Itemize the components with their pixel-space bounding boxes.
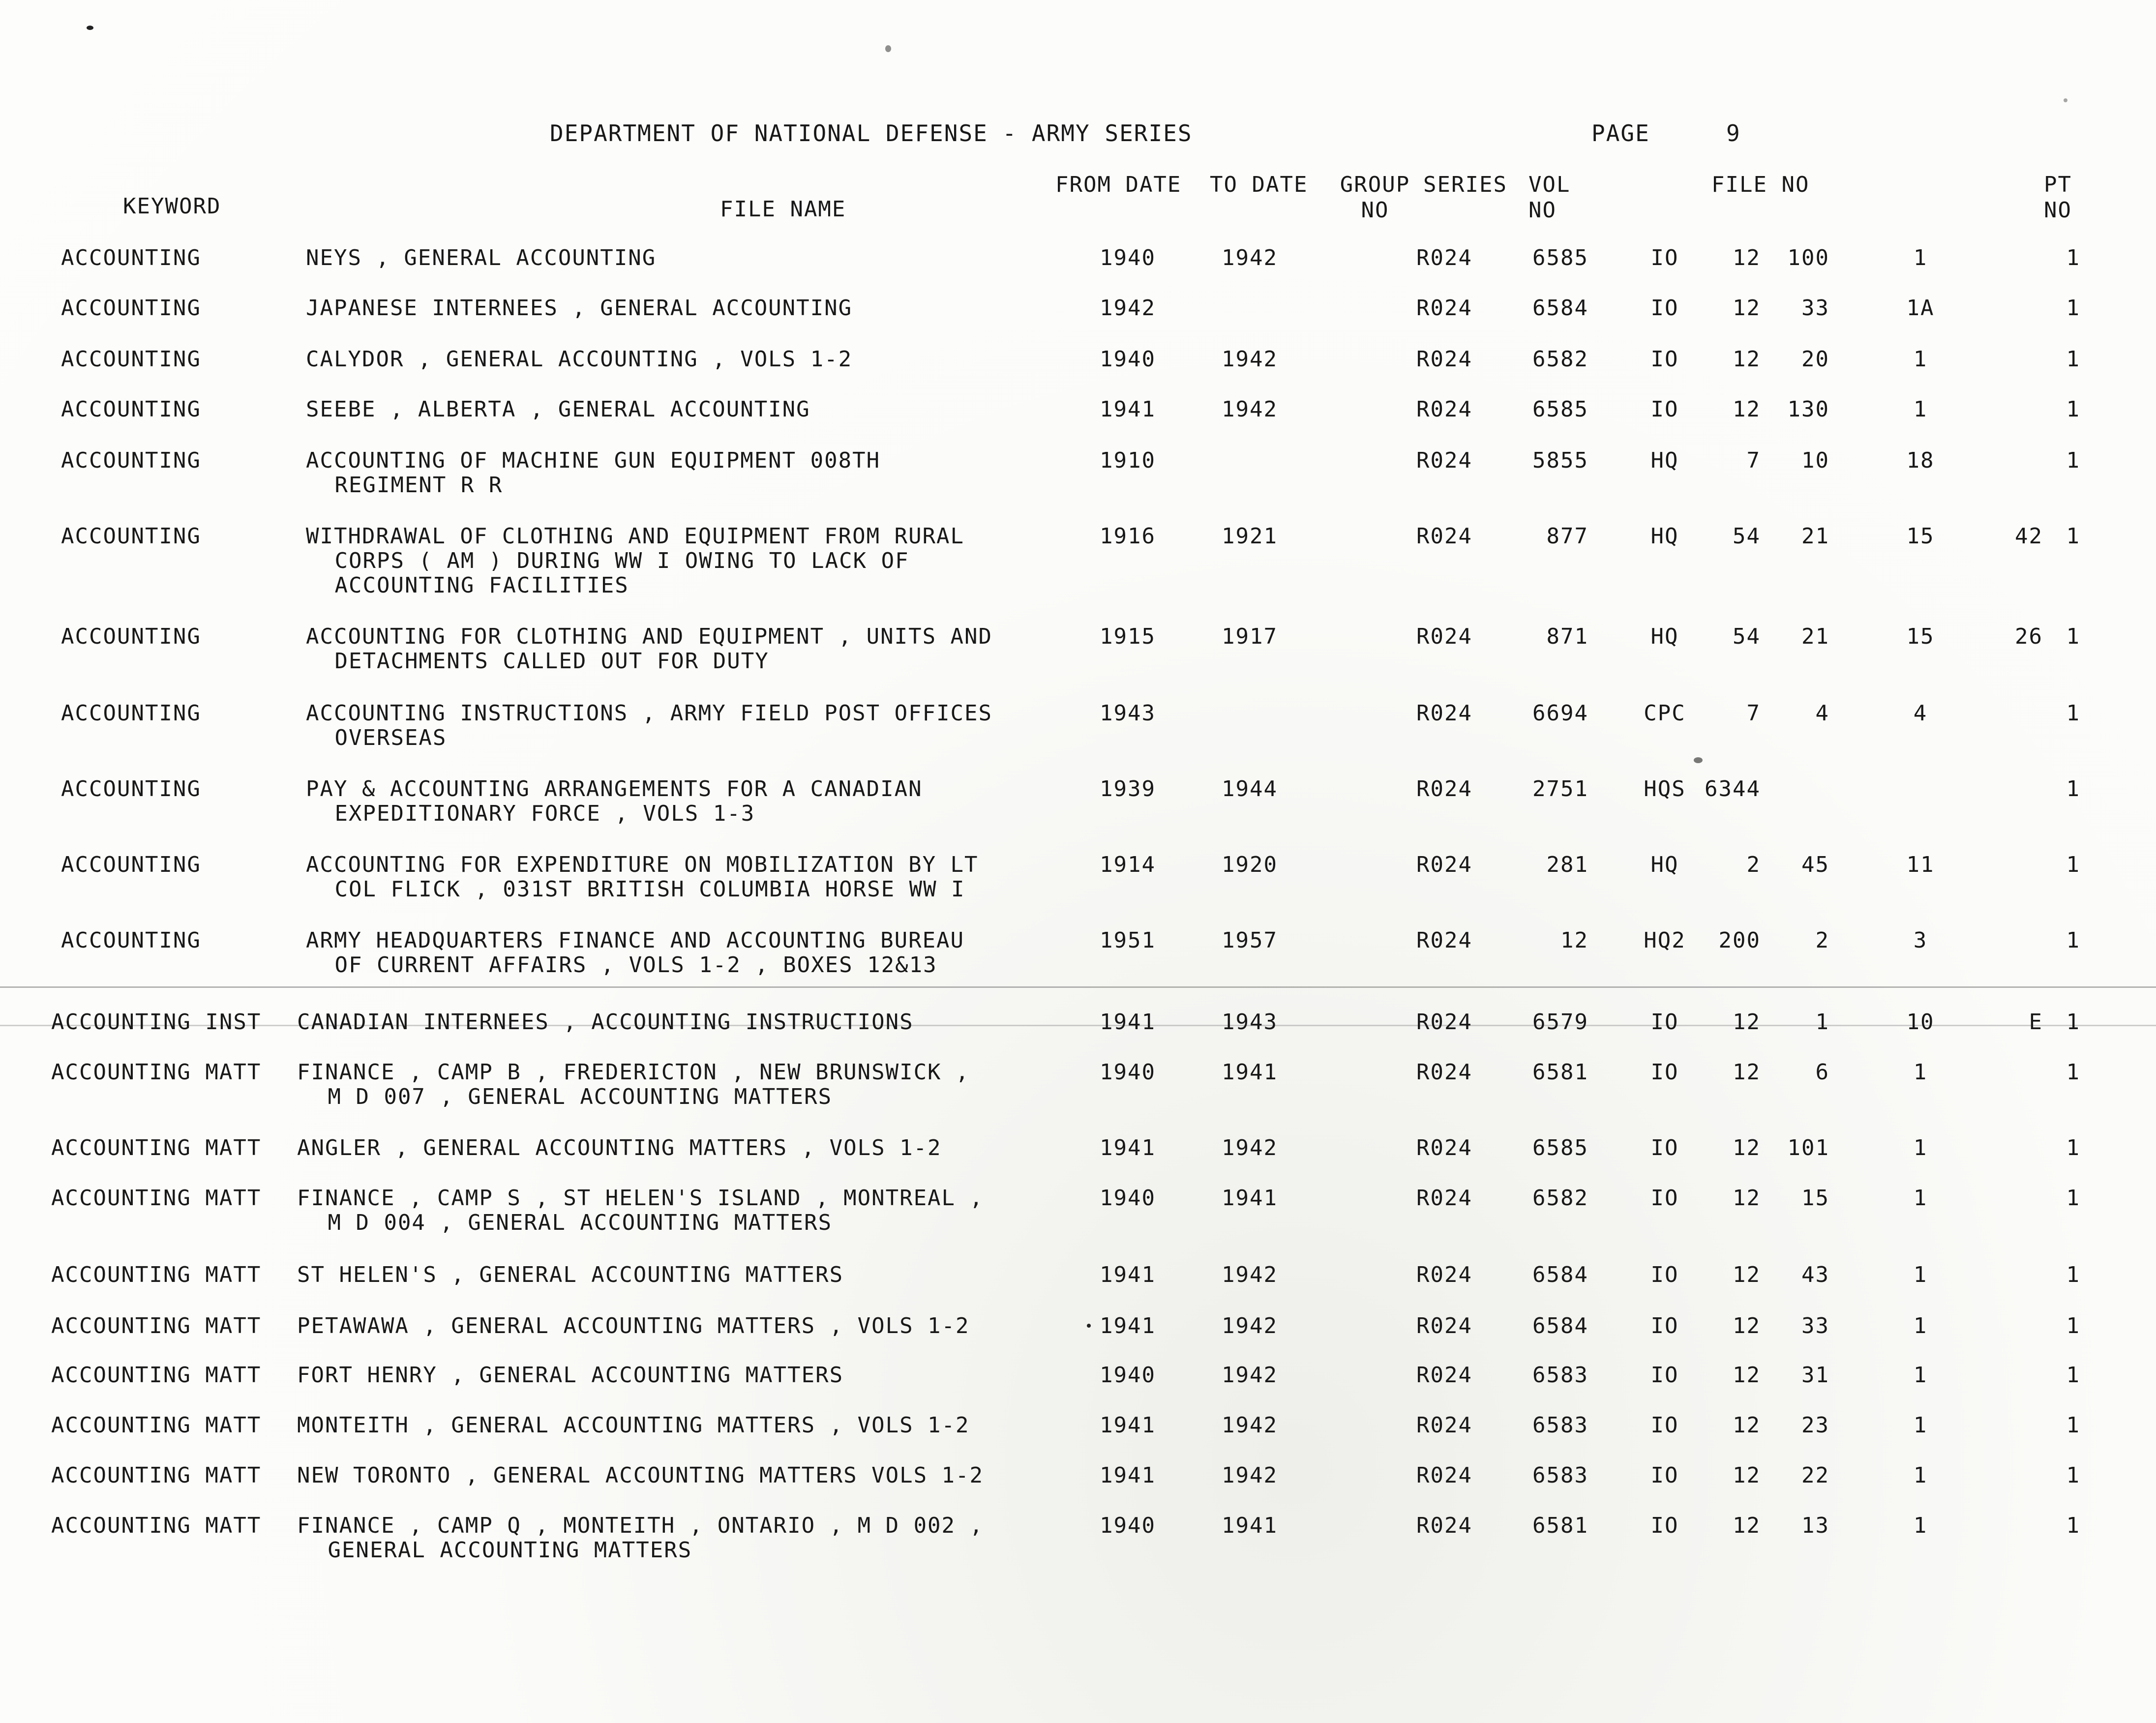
vol-no-cell: 281 <box>1546 852 1588 877</box>
keyword-cell: ACCOUNTING MATT <box>51 1363 262 1388</box>
keyword-cell: ACCOUNTING MATT <box>51 1262 262 1287</box>
file-no-3-cell: 1 <box>1815 1010 1829 1035</box>
series-cell: R024 <box>1416 245 1472 270</box>
keyword-cell: ACCOUNTING MATT <box>51 1313 262 1338</box>
pt-no-cell: 1 <box>2066 1010 2080 1035</box>
file-name-cell: WITHDRAWAL OF CLOTHING AND EQUIPMENT FROM RURAL <box>306 524 965 549</box>
vol-no-cell: 6582 <box>1532 1186 1588 1211</box>
file-no-3-cell: 130 <box>1787 397 1829 422</box>
to-date-cell: 1957 <box>1222 928 1278 953</box>
file-no-2-cell: 12 <box>1733 1313 1761 1338</box>
keyword-cell: ACCOUNTING <box>61 852 201 877</box>
file-no-2-cell: 12 <box>1733 1463 1761 1488</box>
file-no-1-cell: HQ <box>1650 624 1679 649</box>
file-no-1-cell: IO <box>1650 1060 1679 1085</box>
series-cell: R024 <box>1416 1060 1472 1085</box>
keyword-cell: ACCOUNTING <box>61 524 201 549</box>
column-header-to-date: TO DATE <box>1210 172 1308 197</box>
file-no-1-cell: IO <box>1650 1363 1679 1388</box>
file-no-2-cell: 12 <box>1733 347 1761 372</box>
file-no-2-cell: 54 <box>1733 624 1761 649</box>
file-name-cell: FORT HENRY , GENERAL ACCOUNTING MATTERS <box>297 1363 844 1388</box>
column-header-keyword: KEYWORD <box>123 194 221 219</box>
vol-no-cell: 6583 <box>1532 1413 1588 1438</box>
from-date-cell: 1941 <box>1100 1313 1156 1338</box>
file-no-1-cell: IO <box>1650 1135 1679 1160</box>
file-no-2-cell: 12 <box>1733 1060 1761 1085</box>
column-header-file-no: FILE NO <box>1711 172 1810 197</box>
file-no-2-cell: 6344 <box>1705 776 1761 802</box>
file-name-cell: DETACHMENTS CALLED OUT FOR DUTY <box>321 649 769 674</box>
column-header-from-date: FROM DATE <box>1055 172 1182 197</box>
to-date-cell: 1920 <box>1222 852 1278 877</box>
column-header-pt-no-line2: NO <box>2044 198 2072 223</box>
file-no-4-cell: 1 <box>1913 1262 1928 1287</box>
file-name-cell: SEEBE , ALBERTA , GENERAL ACCOUNTING <box>306 397 810 422</box>
series-cell: R024 <box>1416 776 1472 802</box>
keyword-cell: ACCOUNTING MATT <box>51 1513 262 1538</box>
file-no-3-cell: 21 <box>1801 624 1829 649</box>
vol-no-cell: 6585 <box>1532 1135 1588 1160</box>
series-cell: R024 <box>1416 524 1472 549</box>
file-no-1-cell: IO <box>1650 1513 1679 1538</box>
file-no-4-cell: 1 <box>1913 397 1928 422</box>
file-name-cell: PAY & ACCOUNTING ARRANGEMENTS FOR A CANADIAN <box>306 776 923 802</box>
from-date-cell: 1941 <box>1100 1463 1156 1488</box>
column-header-series: SERIES <box>1423 172 1507 197</box>
file-no-4-cell: 10 <box>1906 1010 1935 1035</box>
file-no-1-cell: IO <box>1650 296 1679 321</box>
scan-speck <box>1694 757 1703 763</box>
from-date-cell: 1914 <box>1100 852 1156 877</box>
file-no-4-cell: 1 <box>1913 245 1928 270</box>
to-date-cell: 1942 <box>1222 1463 1278 1488</box>
file-no-1-cell: HQS <box>1644 776 1686 802</box>
pt-no-cell: 1 <box>2066 1060 2080 1085</box>
pt-no-cell: 1 <box>2066 296 2080 321</box>
file-name-cell: ACCOUNTING FACILITIES <box>321 573 629 598</box>
keyword-cell: ACCOUNTING MATT <box>51 1413 262 1438</box>
vol-no-cell: 6694 <box>1532 701 1588 726</box>
file-no-3-cell: 4 <box>1815 701 1829 726</box>
file-no-5-cell: 42 <box>2015 524 2043 549</box>
file-no-3-cell: 33 <box>1801 1313 1829 1338</box>
file-no-4-cell: 1 <box>1913 1313 1928 1338</box>
file-no-1-cell: IO <box>1650 1413 1679 1438</box>
file-no-4-cell: 1 <box>1913 1060 1928 1085</box>
column-header-vol-no <box>1528 172 1570 223</box>
file-name-cell: CANADIAN INTERNEES , ACCOUNTING INSTRUCTIONS <box>297 1010 914 1035</box>
series-cell: R024 <box>1416 448 1472 473</box>
keyword-cell: ACCOUNTING <box>61 397 201 422</box>
file-no-1-cell: HQ <box>1650 448 1679 473</box>
file-no-4-cell: 11 <box>1906 852 1935 877</box>
file-name-cell: PETAWAWA , GENERAL ACCOUNTING MATTERS , VOLS 1-2 <box>297 1313 970 1338</box>
vol-no-cell: 877 <box>1546 524 1588 549</box>
vol-no-cell: 6579 <box>1532 1010 1588 1035</box>
column-header-vol-no-line1: VOL <box>1528 172 1571 197</box>
from-date-cell: 1941 <box>1100 1010 1156 1035</box>
page-label: PAGE <box>1591 120 1650 147</box>
scan-speck <box>87 26 93 30</box>
keyword-cell: ACCOUNTING <box>61 448 201 473</box>
file-no-3-cell: 100 <box>1787 245 1829 270</box>
keyword-cell: ACCOUNTING <box>61 624 201 649</box>
file-no-3-cell: 22 <box>1801 1463 1829 1488</box>
vol-no-cell: 6582 <box>1532 347 1588 372</box>
keyword-cell: ACCOUNTING <box>61 245 201 270</box>
file-name-cell: JAPANESE INTERNEES , GENERAL ACCOUNTING <box>306 296 853 321</box>
vol-no-cell: 6581 <box>1532 1513 1588 1538</box>
from-date-cell: 1940 <box>1100 1513 1156 1538</box>
from-date-cell: 1939 <box>1100 776 1156 802</box>
file-no-1-cell: HQ <box>1650 524 1679 549</box>
vol-no-cell: 5855 <box>1532 448 1588 473</box>
series-cell: R024 <box>1416 852 1472 877</box>
vol-no-cell: 6581 <box>1532 1060 1588 1085</box>
file-no-3-cell: 6 <box>1815 1060 1829 1085</box>
series-cell: R024 <box>1416 347 1472 372</box>
pt-no-cell: 1 <box>2066 1135 2080 1160</box>
file-no-4-cell: 1 <box>1913 1135 1928 1160</box>
vol-no-cell: 871 <box>1546 624 1588 649</box>
series-cell: R024 <box>1416 1010 1472 1035</box>
file-name-cell: ACCOUNTING FOR EXPENDITURE ON MOBILIZATION BY LT <box>306 852 979 877</box>
file-no-2-cell: 12 <box>1733 1513 1761 1538</box>
file-name-cell: GENERAL ACCOUNTING MATTERS <box>314 1538 692 1563</box>
vol-no-cell: 12 <box>1560 928 1588 953</box>
file-no-2-cell: 12 <box>1733 1010 1761 1035</box>
to-date-cell: 1942 <box>1222 1363 1278 1388</box>
file-no-2-cell: 12 <box>1733 1413 1761 1438</box>
pt-no-cell: 1 <box>2066 397 2080 422</box>
keyword-cell: ACCOUNTING MATT <box>51 1186 262 1211</box>
series-cell: R024 <box>1416 1413 1472 1438</box>
file-no-3-cell: 31 <box>1801 1363 1829 1388</box>
file-no-1-cell: IO <box>1650 347 1679 372</box>
to-date-cell: 1942 <box>1222 1413 1278 1438</box>
pt-no-cell: 1 <box>2066 776 2080 802</box>
from-date-cell: 1940 <box>1100 1363 1156 1388</box>
series-cell: R024 <box>1416 928 1472 953</box>
file-no-2-cell: 200 <box>1718 928 1761 953</box>
pt-no-cell: 1 <box>2066 928 2080 953</box>
series-cell: R024 <box>1416 1363 1472 1388</box>
file-no-4-cell: 4 <box>1913 701 1928 726</box>
file-no-4-cell: 18 <box>1906 448 1935 473</box>
to-date-cell: 1942 <box>1222 1135 1278 1160</box>
file-no-4-cell: 1A <box>1906 296 1935 321</box>
pt-no-cell: 1 <box>2066 1186 2080 1211</box>
file-no-4-cell: 1 <box>1913 347 1928 372</box>
file-no-5-cell: 26 <box>2015 624 2043 649</box>
keyword-cell: ACCOUNTING <box>61 701 201 726</box>
to-date-cell: 1917 <box>1222 624 1278 649</box>
file-no-3-cell: 2 <box>1815 928 1829 953</box>
keyword-cell: ACCOUNTING INST <box>51 1010 262 1035</box>
to-date-cell: 1941 <box>1222 1060 1278 1085</box>
series-cell: R024 <box>1416 1513 1472 1538</box>
column-header-pt-no-line1: PT <box>2044 172 2072 197</box>
file-no-2-cell: 7 <box>1746 701 1761 726</box>
scan-streak <box>0 986 2156 988</box>
file-no-3-cell: 33 <box>1801 296 1829 321</box>
to-date-cell: 1941 <box>1222 1186 1278 1211</box>
keyword-cell: ACCOUNTING <box>61 928 201 953</box>
file-no-4-cell: 15 <box>1906 524 1935 549</box>
column-header-group-no <box>1331 172 1419 223</box>
file-no-5-cell: E <box>2029 1010 2043 1035</box>
file-no-1-cell: IO <box>1650 1463 1679 1488</box>
file-no-3-cell: 15 <box>1801 1186 1829 1211</box>
file-no-2-cell: 7 <box>1746 448 1761 473</box>
file-name-cell: COL FLICK , 031ST BRITISH COLUMBIA HORSE WW I <box>321 877 965 902</box>
file-no-2-cell: 12 <box>1733 1186 1761 1211</box>
file-no-2-cell: 12 <box>1733 397 1761 422</box>
file-name-cell: ANGLER , GENERAL ACCOUNTING MATTERS , VOLS 1-2 <box>297 1135 942 1160</box>
file-no-3-cell: 13 <box>1801 1513 1829 1538</box>
file-no-2-cell: 12 <box>1733 1135 1761 1160</box>
from-date-cell: 1940 <box>1100 1060 1156 1085</box>
series-cell: R024 <box>1416 1463 1472 1488</box>
from-date-cell: 1940 <box>1100 1186 1156 1211</box>
file-no-1-cell: IO <box>1650 245 1679 270</box>
series-cell: R024 <box>1416 1313 1472 1338</box>
file-name-cell: M D 007 , GENERAL ACCOUNTING MATTERS <box>314 1084 833 1109</box>
to-date-cell: 1942 <box>1222 397 1278 422</box>
file-name-cell: NEYS , GENERAL ACCOUNTING <box>306 245 657 270</box>
file-no-1-cell: IO <box>1650 397 1679 422</box>
pt-no-cell: 1 <box>2066 245 2080 270</box>
pt-no-cell: 1 <box>2066 1463 2080 1488</box>
from-date-cell: 1941 <box>1100 1135 1156 1160</box>
file-no-3-cell: 23 <box>1801 1413 1829 1438</box>
file-name-cell: MONTEITH , GENERAL ACCOUNTING MATTERS , VOLS 1-2 <box>297 1413 970 1438</box>
from-date-cell: 1940 <box>1100 245 1156 270</box>
to-date-cell: 1942 <box>1222 347 1278 372</box>
vol-no-cell: 2751 <box>1532 776 1588 802</box>
pt-no-cell: 1 <box>2066 624 2080 649</box>
file-no-4-cell: 3 <box>1913 928 1928 953</box>
keyword-cell: ACCOUNTING MATT <box>51 1463 262 1488</box>
file-name-cell: FINANCE , CAMP S , ST HELEN'S ISLAND , MONTREAL , <box>297 1186 984 1211</box>
series-cell: R024 <box>1416 1186 1472 1211</box>
series-cell: R024 <box>1416 397 1472 422</box>
file-no-4-cell: 1 <box>1913 1363 1928 1388</box>
file-no-1-cell: HQ <box>1650 852 1679 877</box>
file-name-cell: EXPEDITIONARY FORCE , VOLS 1-3 <box>321 801 755 826</box>
file-no-3-cell: 101 <box>1787 1135 1829 1160</box>
from-date-cell: 1916 <box>1100 524 1156 549</box>
file-no-2-cell: 54 <box>1733 524 1761 549</box>
scan-speck <box>885 45 891 52</box>
vol-no-cell: 6583 <box>1532 1463 1588 1488</box>
to-date-cell: 1944 <box>1222 776 1278 802</box>
file-name-cell: NEW TORONTO , GENERAL ACCOUNTING MATTERS VOLS 1-2 <box>297 1463 984 1488</box>
from-date-cell: 1941 <box>1100 397 1156 422</box>
file-name-cell: ST HELEN'S , GENERAL ACCOUNTING MATTERS <box>297 1262 844 1287</box>
scan-speck <box>1087 1324 1091 1328</box>
file-no-1-cell: CPC <box>1644 701 1686 726</box>
keyword-cell: ACCOUNTING MATT <box>51 1135 262 1160</box>
file-no-3-cell: 20 <box>1801 347 1829 372</box>
column-header-file-name: FILE NAME <box>720 197 846 222</box>
file-no-3-cell: 21 <box>1801 524 1829 549</box>
pt-no-cell: 1 <box>2066 1513 2080 1538</box>
column-header-group-no-line2: NO <box>1361 198 1389 223</box>
keyword-cell: ACCOUNTING <box>61 347 201 372</box>
vol-no-cell: 6584 <box>1532 296 1588 321</box>
from-date-cell: 1951 <box>1100 928 1156 953</box>
file-no-4-cell: 1 <box>1913 1513 1928 1538</box>
series-cell: R024 <box>1416 701 1472 726</box>
file-name-cell: FINANCE , CAMP Q , MONTEITH , ONTARIO , M D 002 , <box>297 1513 984 1538</box>
file-no-1-cell: HQ2 <box>1644 928 1686 953</box>
vol-no-cell: 6583 <box>1532 1363 1588 1388</box>
pt-no-cell: 1 <box>2066 701 2080 726</box>
to-date-cell: 1943 <box>1222 1010 1278 1035</box>
file-name-cell: CORPS ( AM ) DURING WW I OWING TO LACK OF <box>321 548 909 573</box>
file-no-4-cell: 1 <box>1913 1413 1928 1438</box>
file-name-cell: ARMY HEADQUARTERS FINANCE AND ACCOUNTING BUREAU <box>306 928 965 953</box>
vol-no-cell: 6585 <box>1532 245 1588 270</box>
keyword-cell: ACCOUNTING <box>61 296 201 321</box>
scan-speck <box>2064 98 2067 102</box>
file-no-2-cell: 12 <box>1733 1363 1761 1388</box>
vol-no-cell: 6585 <box>1532 397 1588 422</box>
file-name-cell: REGIMENT R R <box>321 473 503 498</box>
pt-no-cell: 1 <box>2066 1413 2080 1438</box>
file-name-cell: M D 004 , GENERAL ACCOUNTING MATTERS <box>314 1210 833 1235</box>
from-date-cell: 1910 <box>1100 448 1156 473</box>
to-date-cell: 1942 <box>1222 1262 1278 1287</box>
from-date-cell: 1940 <box>1100 347 1156 372</box>
document-title: DEPARTMENT OF NATIONAL DEFENSE - ARMY SERIES <box>550 120 1193 147</box>
pt-no-cell: 1 <box>2066 1262 2080 1287</box>
file-no-2-cell: 2 <box>1746 852 1761 877</box>
file-no-1-cell: IO <box>1650 1186 1679 1211</box>
from-date-cell: 1941 <box>1100 1262 1156 1287</box>
vol-no-cell: 6584 <box>1532 1313 1588 1338</box>
file-no-3-cell: 45 <box>1801 852 1829 877</box>
column-header-vol-no-line2: NO <box>1528 198 1557 223</box>
from-date-cell: 1941 <box>1100 1413 1156 1438</box>
pt-no-cell: 1 <box>2066 448 2080 473</box>
keyword-cell: ACCOUNTING MATT <box>51 1060 262 1085</box>
file-no-3-cell: 10 <box>1801 448 1829 473</box>
to-date-cell: 1942 <box>1222 245 1278 270</box>
file-name-cell: ACCOUNTING INSTRUCTIONS , ARMY FIELD POST OFFICES <box>306 701 993 726</box>
column-header-group-no-line1: GROUP <box>1340 172 1410 197</box>
file-no-1-cell: IO <box>1650 1313 1679 1338</box>
pt-no-cell: 1 <box>2066 1363 2080 1388</box>
to-date-cell: 1941 <box>1222 1513 1278 1538</box>
series-cell: R024 <box>1416 624 1472 649</box>
file-no-2-cell: 12 <box>1733 1262 1761 1287</box>
file-no-4-cell: 1 <box>1913 1186 1928 1211</box>
to-date-cell: 1921 <box>1222 524 1278 549</box>
file-name-cell: ACCOUNTING FOR CLOTHING AND EQUIPMENT , UNITS AND <box>306 624 993 649</box>
vol-no-cell: 6584 <box>1532 1262 1588 1287</box>
pt-no-cell: 1 <box>2066 524 2080 549</box>
to-date-cell: 1942 <box>1222 1313 1278 1338</box>
series-cell: R024 <box>1416 1135 1472 1160</box>
file-no-2-cell: 12 <box>1733 245 1761 270</box>
file-no-4-cell: 1 <box>1913 1463 1928 1488</box>
series-cell: R024 <box>1416 296 1472 321</box>
file-name-cell: FINANCE , CAMP B , FREDERICTON , NEW BRUNSWICK , <box>297 1060 970 1085</box>
series-cell: R024 <box>1416 1262 1472 1287</box>
file-no-1-cell: IO <box>1650 1262 1679 1287</box>
file-no-4-cell: 15 <box>1906 624 1935 649</box>
pt-no-cell: 1 <box>2066 1313 2080 1338</box>
file-name-cell: OVERSEAS <box>321 725 447 750</box>
pt-no-cell: 1 <box>2066 347 2080 372</box>
keyword-cell: ACCOUNTING <box>61 776 201 802</box>
column-header-pt-no <box>2044 172 2072 223</box>
from-date-cell: 1915 <box>1100 624 1156 649</box>
file-name-cell: CALYDOR , GENERAL ACCOUNTING , VOLS 1-2 <box>306 347 853 372</box>
from-date-cell: 1943 <box>1100 701 1156 726</box>
file-name-cell: OF CURRENT AFFAIRS , VOLS 1-2 , BOXES 12&13 <box>321 952 937 978</box>
file-no-3-cell: 43 <box>1801 1262 1829 1287</box>
from-date-cell: 1942 <box>1100 296 1156 321</box>
file-no-2-cell: 12 <box>1733 296 1761 321</box>
file-name-cell: ACCOUNTING OF MACHINE GUN EQUIPMENT 008TH <box>306 448 881 473</box>
page-number: 9 <box>1726 120 1740 147</box>
file-no-1-cell: IO <box>1650 1010 1679 1035</box>
pt-no-cell: 1 <box>2066 852 2080 877</box>
